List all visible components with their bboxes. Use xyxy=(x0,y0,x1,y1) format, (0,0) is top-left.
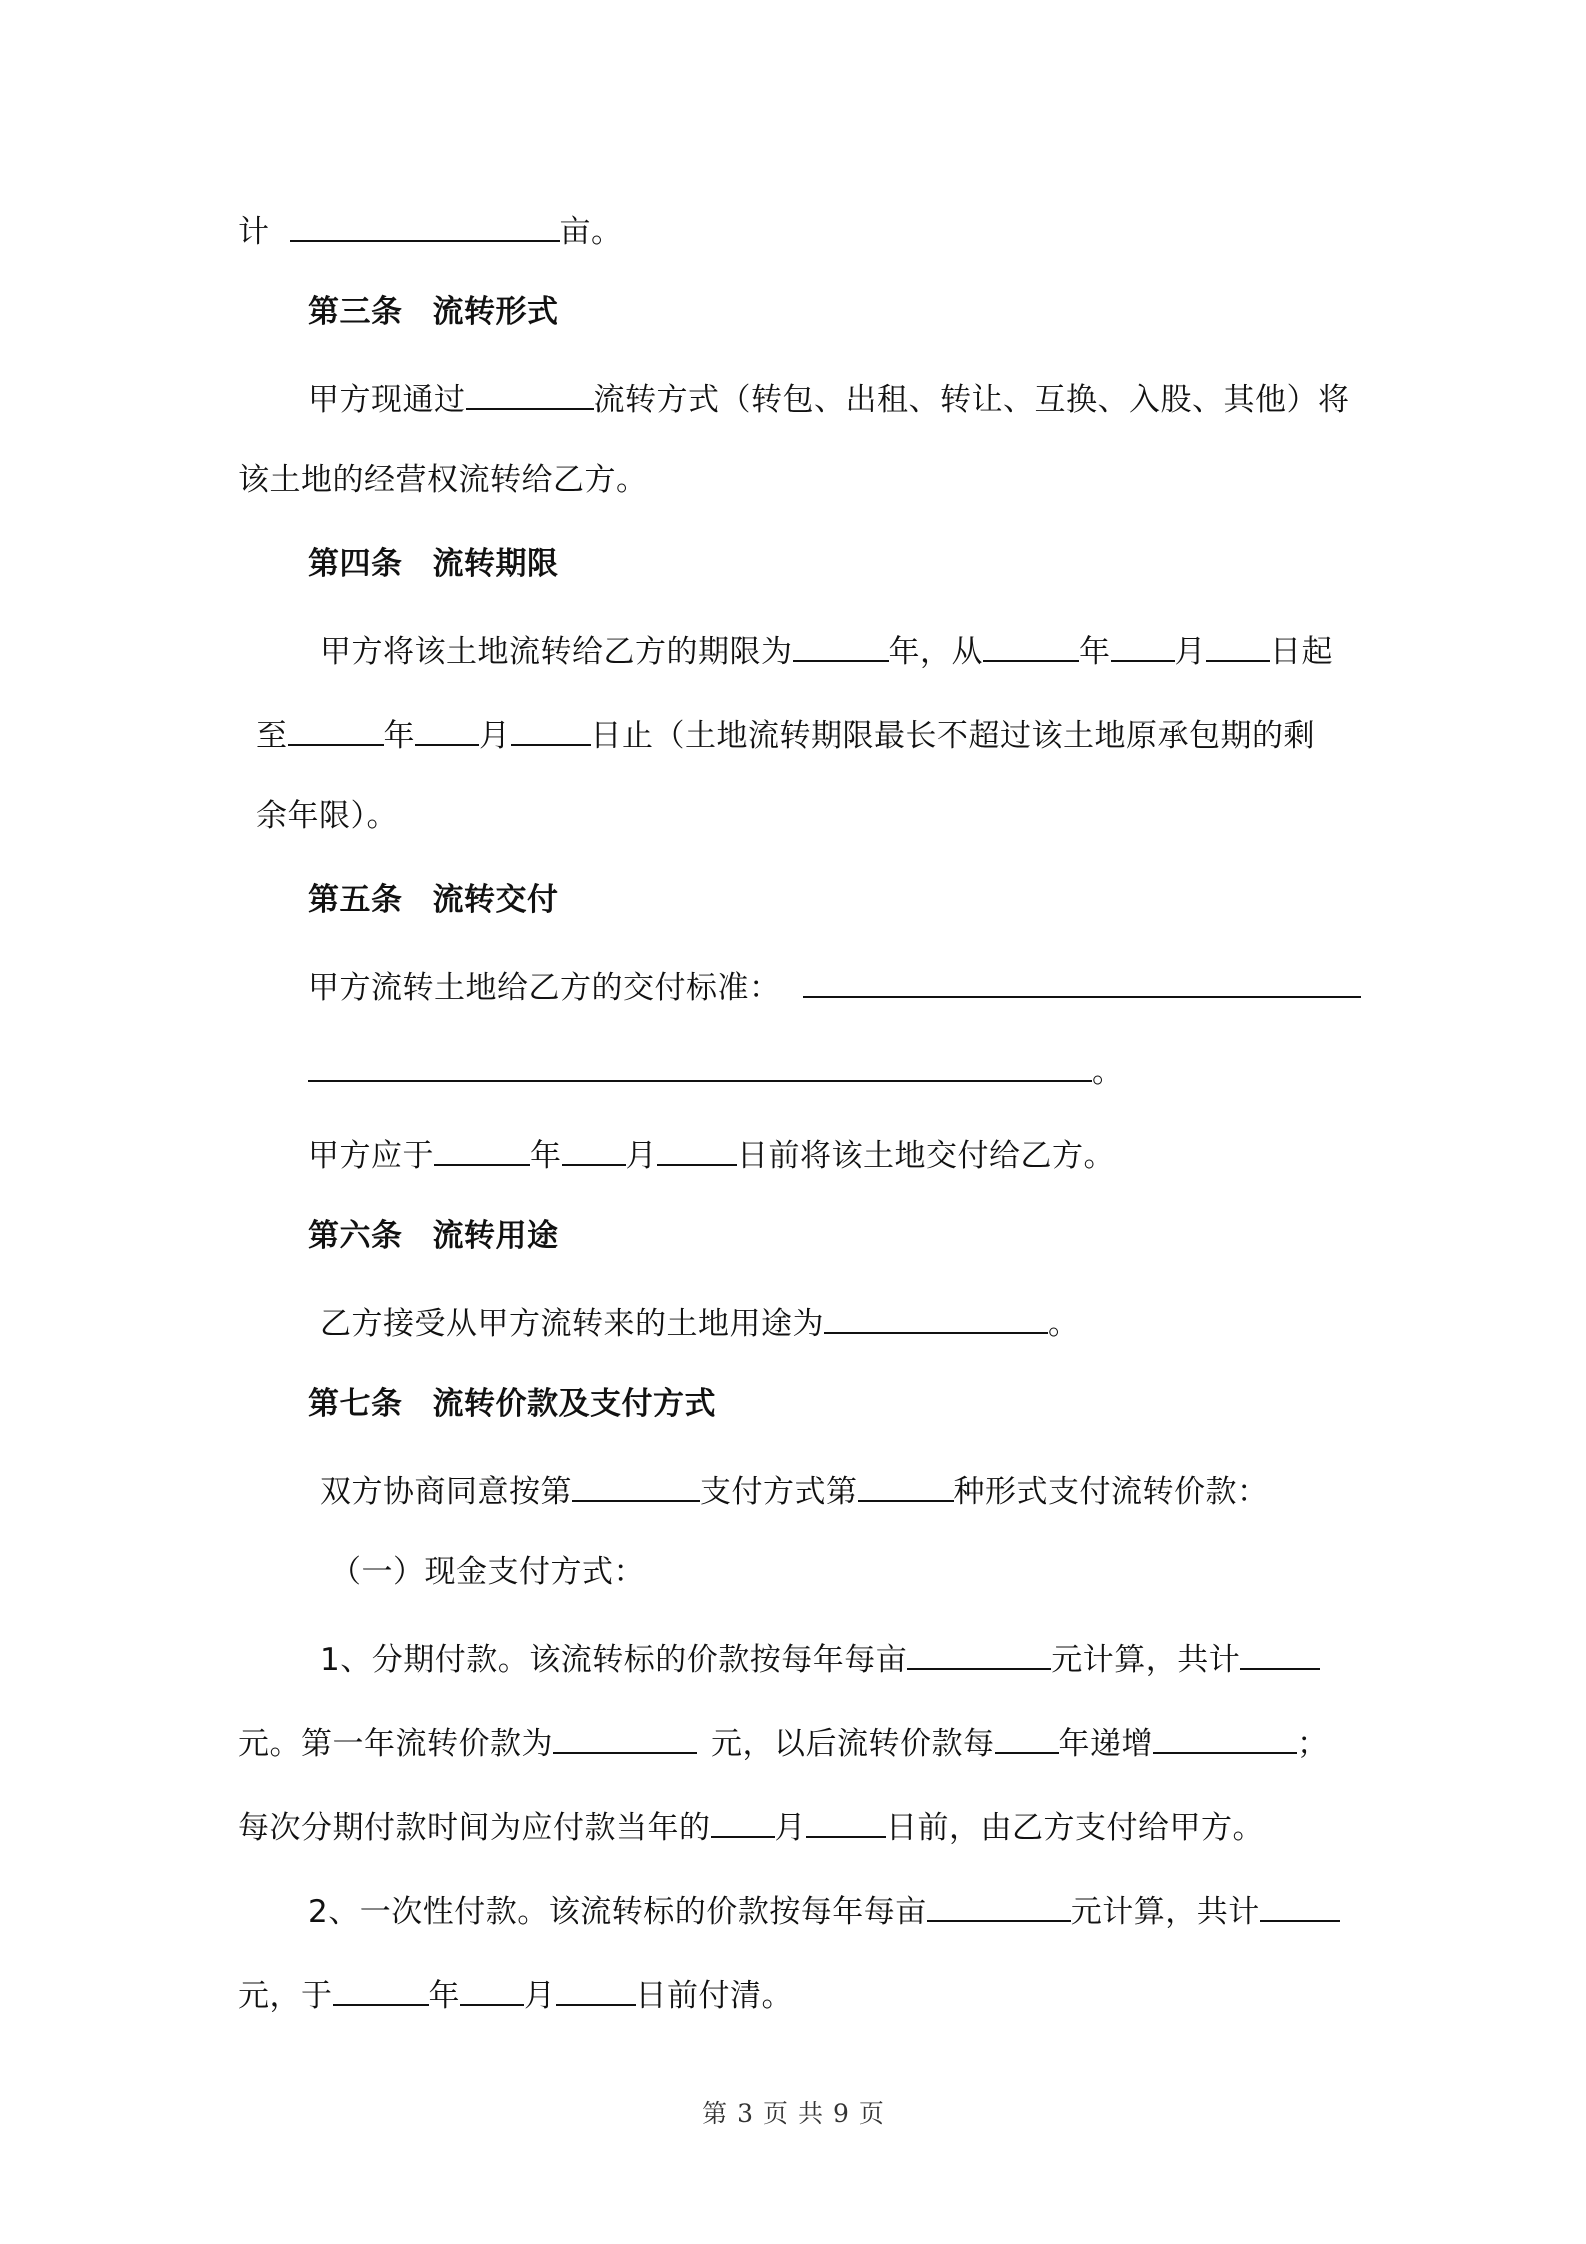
blank-field[interactable] xyxy=(466,376,594,410)
paragraph-line xyxy=(308,1888,1340,1932)
article-number: 第三条 xyxy=(308,294,403,330)
blank-field[interactable] xyxy=(1206,628,1270,662)
paragraph-line xyxy=(320,1636,1320,1680)
text: 甲方流转土地给乙方的交付标准： xyxy=(308,970,781,1006)
text: 甲方应于 xyxy=(308,1138,434,1174)
text: 流转方式（转包、出租、转让、互换、入股、其他）将 xyxy=(593,382,1350,418)
text: ； xyxy=(1297,1726,1329,1762)
article-number: 第五条 xyxy=(308,882,403,918)
blank-field[interactable] xyxy=(995,1720,1059,1754)
text: 年递增 xyxy=(1058,1726,1153,1762)
text: 余年限）。 xyxy=(256,798,398,834)
paragraph-line xyxy=(320,1300,1080,1344)
paragraph-line xyxy=(320,1468,1269,1512)
blank-field[interactable] xyxy=(415,712,479,746)
text: 日前将该土地交付给乙方。 xyxy=(737,1138,1115,1174)
text: 亩。 xyxy=(559,214,623,250)
text: 月 xyxy=(625,1138,657,1174)
text: 。 xyxy=(1092,1054,1124,1090)
text: 月 xyxy=(524,1978,556,2014)
paragraph-line xyxy=(308,1048,1124,1092)
text: 月 xyxy=(479,718,511,754)
article-title: 流转期限 xyxy=(432,546,559,582)
article-5-heading xyxy=(308,880,559,920)
blank-field[interactable] xyxy=(927,1888,1071,1922)
text: 2、一次性付款。该流转标的价款按每年每亩 xyxy=(308,1894,927,1930)
blank-field[interactable] xyxy=(1111,628,1175,662)
text: 每次分期付款时间为应付款当年的 xyxy=(238,1810,711,1846)
blank-field[interactable] xyxy=(1260,1888,1340,1922)
text: 。 xyxy=(1048,1306,1080,1342)
blank-field[interactable] xyxy=(1153,1720,1297,1754)
text: 种形式支付流转价款： xyxy=(953,1474,1269,1510)
text: 月 xyxy=(1174,634,1206,670)
blank-field[interactable] xyxy=(553,1720,697,1754)
article-number: 第六条 xyxy=(308,1218,403,1254)
text: 至 xyxy=(256,718,288,754)
paragraph-line xyxy=(330,1552,645,1592)
article-number: 第四条 xyxy=(308,546,403,582)
blank-field[interactable] xyxy=(858,1468,954,1502)
article-number: 第七条 xyxy=(308,1386,403,1422)
text: 年，从 xyxy=(888,634,983,670)
blank-field[interactable] xyxy=(562,1132,626,1166)
footer-text: 页 xyxy=(762,2099,788,2128)
paragraph-line xyxy=(320,628,1333,672)
paragraph-line xyxy=(238,1972,793,2016)
text: 日起 xyxy=(1270,634,1333,670)
paragraph-line xyxy=(308,964,1361,1008)
footer-text: 共 xyxy=(798,2099,824,2128)
text: 元计算，共计 xyxy=(1070,1894,1260,1930)
text: 1、分期付款。该流转标的价款按每年每亩 xyxy=(320,1642,908,1678)
article-title: 流转价款及支付方式 xyxy=(432,1386,716,1422)
text: 月 xyxy=(774,1810,806,1846)
blank-field[interactable] xyxy=(803,964,1361,998)
text: 乙方接受从甲方流转来的土地用途为 xyxy=(320,1306,824,1342)
article-3-heading xyxy=(308,292,559,332)
page-number: 3 xyxy=(737,2099,753,2128)
article-6-heading xyxy=(308,1216,559,1256)
paragraph-line xyxy=(308,1132,1115,1176)
text: 甲方将该土地流转给乙方的期限为 xyxy=(320,634,793,670)
blank-field[interactable] xyxy=(907,1636,1051,1670)
text: 元，于 xyxy=(238,1978,333,2014)
article-7-heading xyxy=(308,1384,716,1424)
text: 该土地的经营权流转给乙方。 xyxy=(238,462,648,498)
blank-field[interactable] xyxy=(290,208,560,242)
page-footer xyxy=(0,2094,1586,2130)
blank-field[interactable] xyxy=(1240,1636,1320,1670)
blank-field[interactable] xyxy=(657,1132,737,1166)
blank-field[interactable] xyxy=(434,1132,530,1166)
paragraph-line xyxy=(308,376,1350,420)
blank-field[interactable] xyxy=(288,712,384,746)
article-4-heading xyxy=(308,544,559,584)
blank-field[interactable] xyxy=(308,1048,1092,1082)
text: 元，以后流转价款每 xyxy=(711,1726,995,1762)
text: 双方协商同意按第 xyxy=(320,1474,572,1510)
text: 甲方现通过 xyxy=(308,382,466,418)
text: 年 xyxy=(1079,634,1111,670)
text: 计 xyxy=(238,214,270,250)
text: 支付方式第 xyxy=(700,1474,858,1510)
paragraph-line xyxy=(256,712,1315,756)
blank-field[interactable] xyxy=(824,1300,1048,1334)
article-title: 流转用途 xyxy=(432,1218,559,1254)
paragraph-line xyxy=(238,1804,1264,1848)
paragraph-line xyxy=(238,1720,1329,1764)
footer-text: 第 xyxy=(702,2099,728,2128)
blank-field[interactable] xyxy=(511,712,591,746)
text: 日前付清。 xyxy=(635,1978,793,2014)
blank-field[interactable] xyxy=(556,1972,636,2006)
blank-field[interactable] xyxy=(333,1972,429,2006)
text: 日止（土地流转期限最长不超过该土地原承包期的剩 xyxy=(590,718,1315,754)
blank-field[interactable] xyxy=(806,1804,886,1838)
blank-field[interactable] xyxy=(572,1468,700,1502)
text: 日前，由乙方支付给甲方。 xyxy=(886,1810,1264,1846)
total-pages: 9 xyxy=(833,2099,849,2128)
blank-field[interactable] xyxy=(983,628,1079,662)
text: （一）现金支付方式： xyxy=(330,1554,645,1590)
article-title: 流转形式 xyxy=(432,294,559,330)
text: 元。第一年流转价款为 xyxy=(238,1726,553,1762)
text: 元计算，共计 xyxy=(1051,1642,1241,1678)
line-total-area xyxy=(238,208,623,252)
blank-field[interactable] xyxy=(793,628,889,662)
blank-field[interactable] xyxy=(711,1804,775,1838)
article-title: 流转交付 xyxy=(432,882,559,918)
paragraph-line xyxy=(238,460,648,500)
paragraph-line xyxy=(256,796,398,836)
blank-field[interactable] xyxy=(460,1972,524,2006)
text: 年 xyxy=(383,718,415,754)
text: 年 xyxy=(428,1978,460,2014)
text: 年 xyxy=(530,1138,562,1174)
footer-text: 页 xyxy=(858,2099,884,2128)
